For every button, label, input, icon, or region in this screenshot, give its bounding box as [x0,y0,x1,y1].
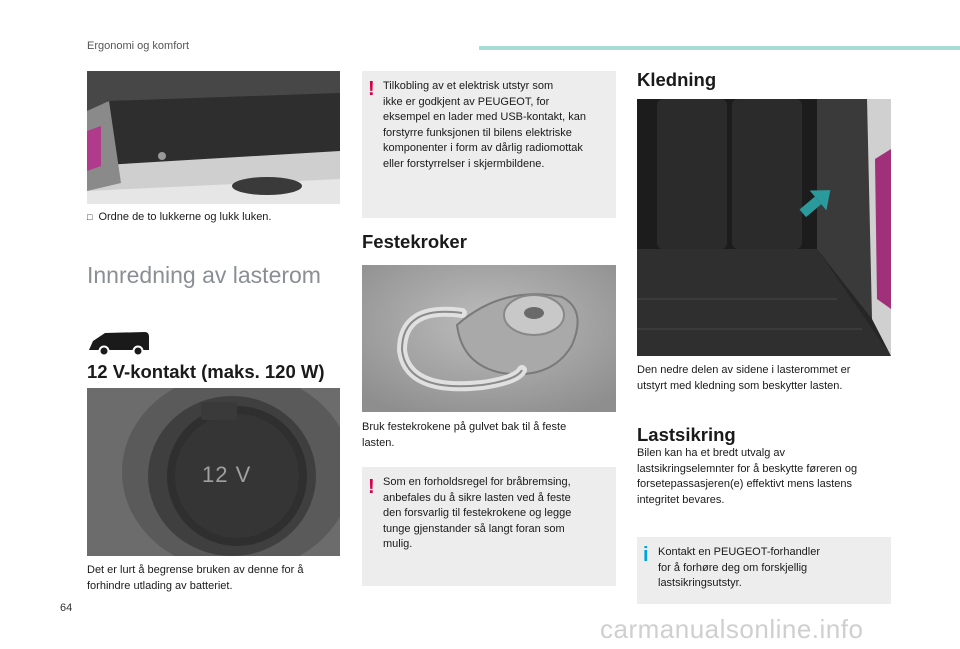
page-number: 64 [60,602,73,614]
lining-caption: Den nedre delen av sidene i lasterommet er utstyrt med kledning som beskytter lasten. [637,364,851,392]
warning-icon: ! [368,78,375,100]
socket-title: 12 V-kontakt (maks. 120 W) [87,361,325,382]
info-icon: i [643,544,649,566]
hooks-caption: Bruk festekrokene på gulvet bak til å feste lasten. [362,421,567,449]
load-floor-photo [87,71,340,204]
socket-label: 12 V [202,462,252,487]
cargo-interior-photo [637,99,891,356]
warning-text: Tilkobling av et elektrisk utstyr som ikke er godkjent av PEUGEOT, for eksempel en lader med USB-kontakt, kan forstyrre funksjonen til bilens elektriske komponenter i form av dårlig radiomottak eller forstyrrelser i skjermbildene. [383,80,586,170]
warning-note-electrical [362,71,616,218]
warning-text: Som en forholdsregel for bråbremsing, anbefales du å sikre lasten ved å feste den forsvarlig til festekrokene og legge tunge gjenstander så langt foran som mulig. [383,476,572,550]
header-accent-bar [479,46,960,50]
socket-caption: Det er lurt å begrense bruken av denne for å forhindre utlading av batteriet. [87,564,304,592]
hook-photo [362,265,616,412]
socket-photo [87,388,340,556]
warning-icon: ! [368,476,375,498]
securing-text: Bilen kan ha et bredt utvalg av lastsikringselemnter for å beskytte føreren og forsetepassasjeren(e) effektivt mens lastens integritet bevares. [637,447,858,506]
checkbox-arrow-icon: □ [87,212,93,222]
info-text: Kontakt en PEUGEOT-forhandler for å forhøre deg om forskjellig lastsikringsutstyr. [658,546,821,589]
van-icon [87,326,151,358]
watermark: carmanualsonline.info [600,614,864,644]
warning-note-braking [362,467,616,586]
section-title: Innredning av lasterom [87,262,321,288]
running-header: Ergonomi og komfort [87,40,190,52]
close-instruction: □ Ordne de to lukkerne og lukk luken. [87,211,272,223]
securing-title: Lastsikring [637,424,736,445]
info-note-dealer [637,537,891,604]
hooks-title: Festekroker [362,231,467,252]
lining-title: Kledning [637,69,717,90]
